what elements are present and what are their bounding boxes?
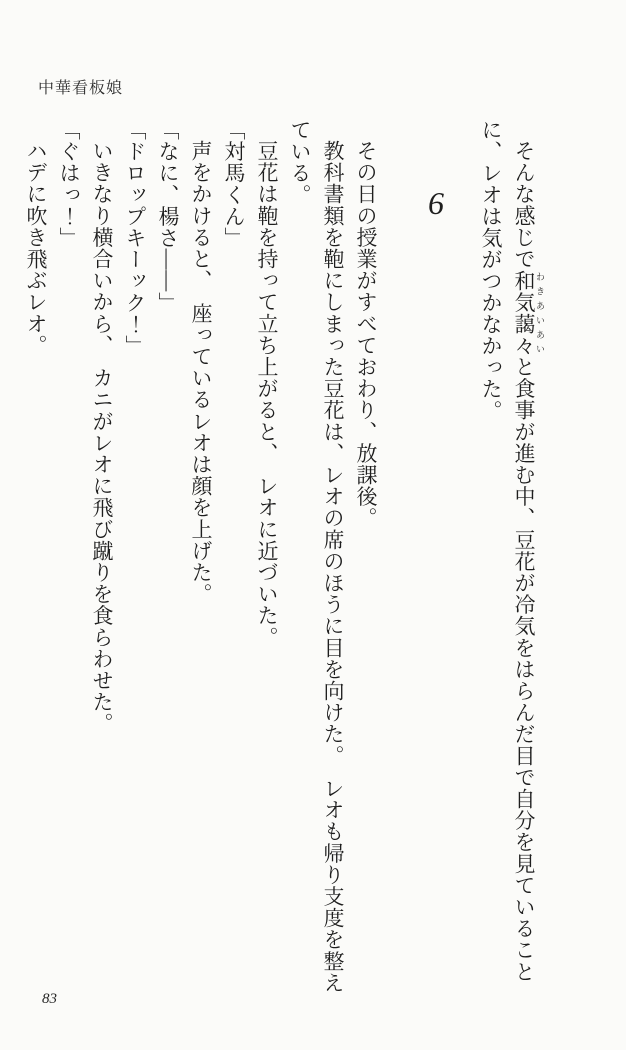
- ruby-base: 和気藹々: [512, 269, 536, 357]
- text-line: [52, 119, 85, 994]
- text-segment: いきなり横合いから、 カニがレオに飛び蹴りを食らわせた。: [90, 140, 114, 735]
- text-segment: に、レオは気がつかなかった。: [479, 119, 503, 422]
- text-line: [217, 119, 250, 994]
- text-line: [474, 119, 507, 994]
- text-line: [507, 119, 545, 994]
- text-line: [316, 119, 349, 994]
- text-segment: と食事が進む中、豆花が冷気をはらんだ目で自分を見ていること: [512, 356, 536, 983]
- text-segment: そんな感じで: [512, 140, 536, 270]
- text-line: [85, 119, 118, 994]
- body-text: [24, 119, 545, 994]
- text-segment: 教科書類を鞄にしまった豆花は、レオの席のほうに目を向けた。 レオも帰り支度を整え: [321, 140, 345, 994]
- text-segment: ハデに吹き飛ぶレオ。: [24, 140, 48, 356]
- text-line: [250, 119, 283, 994]
- text-line: [19, 119, 52, 994]
- text-segment: 「ぐはっ！」: [57, 119, 81, 249]
- text-segment: 豆花は鞄を持って立ち上がると、 レオに近づいた。: [255, 140, 279, 648]
- text-line: [283, 119, 316, 994]
- ruby-annotated-text: [512, 269, 545, 357]
- text-line: [349, 119, 382, 994]
- text-segment: 「対馬くん」: [222, 119, 246, 249]
- running-header: 中華看板娘: [38, 80, 124, 97]
- text-segment: 「ドロップキーック！」: [123, 119, 147, 357]
- text-line: [118, 119, 151, 994]
- text-segment: その日の授業がすべておわり、放課後。: [354, 140, 378, 529]
- text-line: [184, 119, 217, 994]
- ruby-furigana: わきあいあい: [535, 269, 545, 356]
- page-number: 83: [42, 991, 57, 1007]
- chapter-number: [419, 119, 452, 994]
- text-segment: ている。: [288, 119, 312, 206]
- text-segment: 6: [418, 185, 454, 221]
- text-segment: 声をかけると、 座っているレオは顔を上げた。: [189, 140, 213, 605]
- text-segment: 「なに、楊さ——」: [156, 119, 180, 314]
- text-line: [151, 119, 184, 994]
